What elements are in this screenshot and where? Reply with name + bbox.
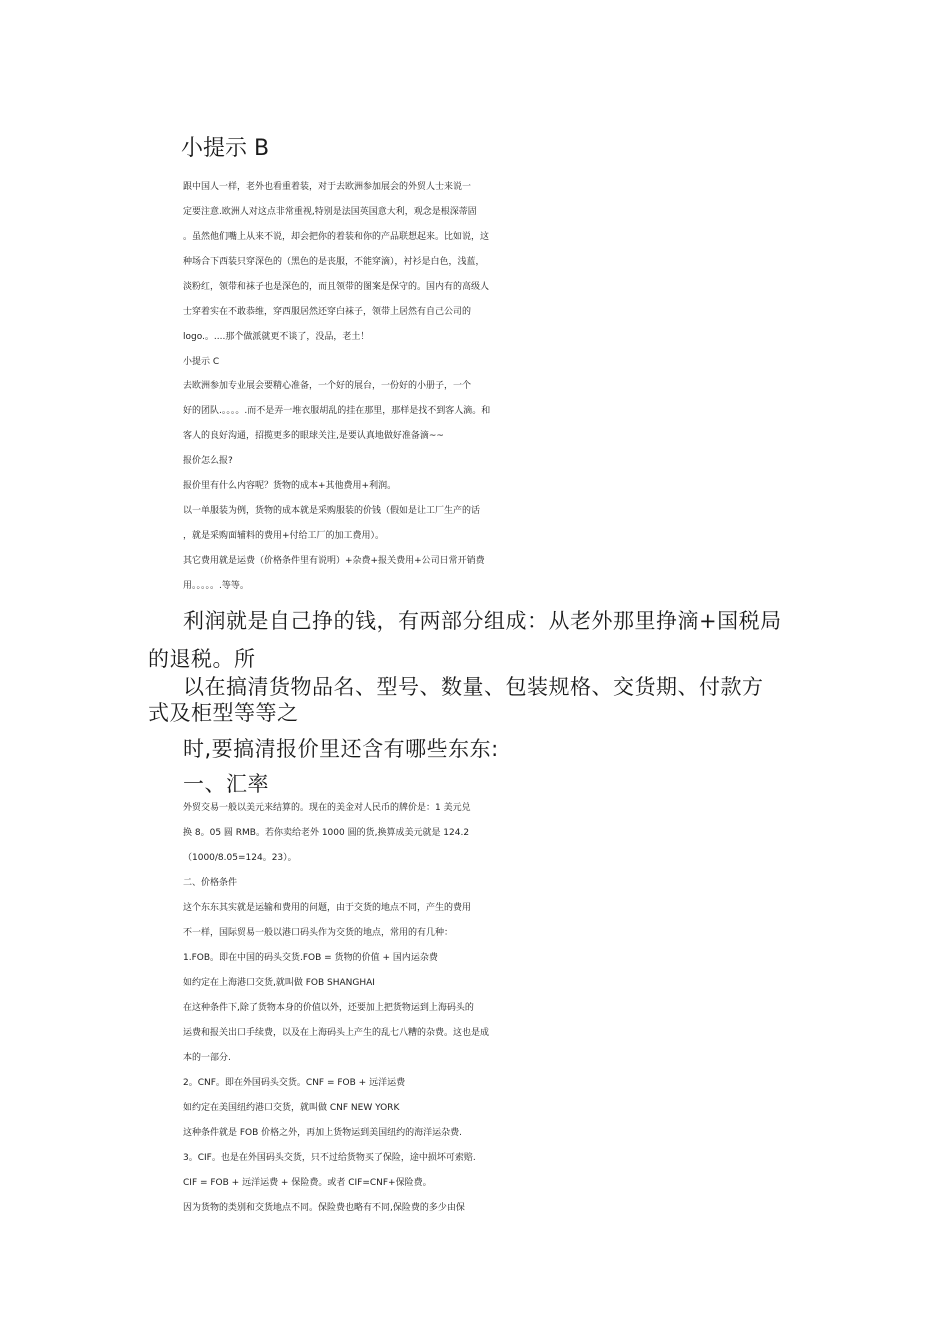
terms-line: 如约定在美国纽约港口交货，就叫做 CNF NEW YORK — [183, 1103, 400, 1113]
terms-line: 不一样，国际贸易一般以港口码头作为交货的地点，常用的有几种： — [183, 928, 454, 938]
rate-line: 换 8。05 圆 RMB。若你卖给老外 1000 圆的货,换算成美元就是 124.2 — [183, 828, 470, 838]
rate-line: （1000/8.05=124。23）。 — [183, 853, 297, 863]
terms-line: 3。CIF。也是在外国码头交货，只不过给货物买了保险，途中损坏可索赔. — [183, 1153, 476, 1163]
terms-line: CIF = FOB + 远洋运费 + 保险费。或者 CIF=CNF+保险费。 — [183, 1178, 432, 1188]
tip-b-line: 种场合下西装只穿深色的（黑色的是丧服，不能穿滴），衬衫是白色，浅蓝， — [183, 257, 485, 267]
quote-line: ，就是采购面辅料的费用+付给工厂的加工费用）。 — [183, 531, 385, 541]
terms-line: 二、价格条件 — [183, 878, 238, 888]
tip-c-heading: 小提示 C — [183, 357, 220, 367]
terms-line: 运费和报关出口手续费，以及在上海码头上产生的乱七八糟的杂费。这也是成 — [183, 1028, 490, 1038]
terms-line: 2。CNF。即在外国码头交货。CNF = FOB + 远洋运费 — [183, 1078, 406, 1088]
tip-b-line: 跟中国人一样，老外也看重着装，对于去欧洲参加展会的外贸人士来说一 — [183, 182, 472, 192]
profit-line: 的退税。所 — [148, 647, 256, 671]
tip-b-line: logo.。....那个做派就更不谈了，没品，老土！ — [183, 332, 370, 342]
terms-line: 在这种条件下,除了货物本身的价值以外，还要加上把货物运到上海码头的 — [183, 1003, 474, 1013]
tip-c-line: 好的团队.。。。。.而不是弄一堆衣服胡乱的挂在那里，那样是找不到客人滴。和 — [183, 406, 491, 416]
terms-line: 这种条件就是 FOB 价格之外，再加上货物运到美国纽约的海洋运杂费. — [183, 1128, 463, 1138]
quote-line: 报价怎么报? — [183, 456, 233, 466]
tip-c-line: 去欧洲参加专业展会要精心准备，一个好的展台，一份好的小册子，一个 — [183, 381, 472, 391]
profit-line: 以在搞清货物品名、型号、数量、包装规格、交货期、付款方 — [183, 675, 764, 699]
quote-line: 报价里有什么内容呢？货物的成本+其他费用+利润。 — [183, 481, 397, 491]
tip-b-line: 士穿着实在不敢恭维，穿西服居然还穿白袜子，领带上居然有自己公司的 — [183, 307, 472, 317]
rate-line: 外贸交易一般以美元来结算的。现在的美金对人民币的牌价是：1 美元兑 — [183, 803, 471, 813]
terms-line: 如约定在上海港口交货,就叫做 FOB SHANGHAI — [183, 978, 375, 988]
quote-line: 其它费用就是运费（价格条件里有说明）+杂费+报关费用+公司日常开销费 — [183, 556, 485, 566]
quote-line: 以一单服装为例，货物的成本就是采购服装的价钱（假如是让工厂生产的话 — [183, 506, 481, 516]
profit-line: 时,要搞清报价里还含有哪些东东: — [183, 737, 499, 761]
tip-b-line: 定要注意.欧洲人对这点非常重视,特别是法国英国意大利，观念是根深蒂固 — [183, 207, 477, 217]
profit-line: 式及柜型等等之 — [148, 701, 299, 725]
tip-b-line: 淡粉红，领带和袜子也是深色的，而且领带的图案是保守的。国内有的高级人 — [183, 282, 490, 292]
terms-line: 因为货物的类别和交货地点不同。保险费也略有不同,保险费的多少由保 — [183, 1203, 465, 1213]
terms-line: 1.FOB。即在中国的码头交货.FOB = 货物的价值 + 国内运杂费 — [183, 953, 438, 963]
tip-b-line: 。虽然他们嘴上从来不说，却会把你的着装和你的产品联想起来。比如说，这 — [183, 232, 490, 242]
profit-line: 利润就是自己挣的钱，有两部分组成：从老外那里挣滴+国税局 — [183, 609, 782, 633]
rate-heading: 一、汇率 — [183, 772, 269, 796]
terms-line: 这个东东其实就是运输和费用的问题，由于交货的地点不同，产生的费用 — [183, 903, 472, 913]
quote-line: 用。。。。。.等等。 — [183, 581, 249, 591]
terms-line: 本的一部分. — [183, 1053, 231, 1063]
tip-b-heading: 小提示 B — [181, 136, 270, 161]
tip-c-line: 客人的良好沟通，招揽更多的眼球关注,是要认真地做好准备滴~~ — [183, 431, 444, 441]
